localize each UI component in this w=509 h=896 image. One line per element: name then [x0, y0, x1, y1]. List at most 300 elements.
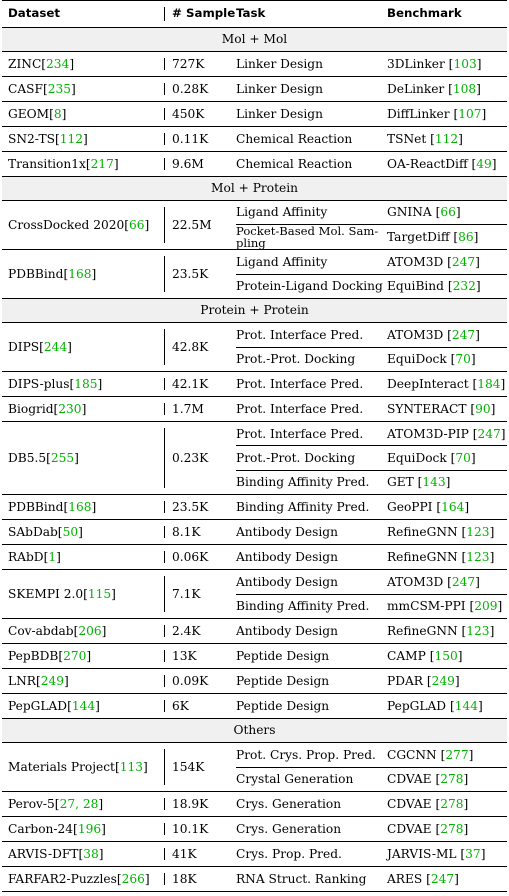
task-cell: Antibody Design	[236, 623, 338, 638]
task-cell: Crystal Generation	[236, 772, 354, 787]
benchmark-text: ATOM3D	[387, 327, 448, 342]
dataset-text: CrossDocked 2020	[8, 217, 125, 232]
dataset-text: PepGLAD	[8, 698, 68, 713]
dataset-citation: 144	[71, 698, 96, 713]
dataset-cell: Biogrid [ 230 ]	[8, 401, 87, 416]
sample-cell: 42.8K	[172, 339, 209, 354]
dataset-citation: 113	[119, 759, 143, 774]
task-cell: Crys. Generation	[236, 821, 342, 836]
benchmark-citation: 144	[454, 698, 478, 713]
task-cell: Ligand Affinity	[236, 205, 328, 220]
dataset-cell: Materials Project [ 113 ]	[8, 759, 148, 774]
benchmark-cell: 3DLinker [103]	[387, 56, 482, 71]
task-group	[236, 495, 507, 519]
task-entry	[236, 250, 507, 274]
column-separator	[162, 323, 172, 371]
benchmark-text: ATOM3D	[387, 574, 448, 589]
dataset-citation: 38	[83, 846, 99, 861]
task-group	[236, 201, 507, 249]
task-entry	[236, 767, 507, 792]
task-cell: Antibody Design	[236, 524, 338, 539]
column-separator	[162, 817, 172, 841]
section-heading: Protein + Protein	[2, 299, 507, 323]
task-entry	[236, 842, 507, 866]
benchmark-cell: EquiBind [232]	[387, 279, 481, 294]
benchmark-citation: 108	[452, 81, 477, 96]
sample-cell: 6K	[172, 698, 189, 713]
task-cell: Prot.-Prot. Docking	[236, 450, 356, 465]
dataset-citation: 112	[59, 131, 83, 146]
benchmark-text: GET	[387, 475, 418, 490]
dataset-text: Carbon-24	[8, 821, 74, 836]
task-entry	[236, 323, 507, 347]
task-entry	[236, 422, 507, 445]
header-task: Task	[236, 6, 266, 21]
dataset-text: PDBBind	[8, 499, 64, 514]
benchmark-text: SYNTERACT	[387, 401, 471, 416]
task-group	[236, 545, 507, 569]
dataset-citation: 168	[68, 266, 92, 281]
dataset-citation: 270	[63, 648, 87, 663]
dataset-citation: 255	[50, 450, 75, 465]
benchmark-citation: 247	[451, 254, 476, 269]
column-separator	[162, 397, 172, 421]
task-cell: Antibody Design	[236, 549, 338, 564]
benchmark-citation: 278	[440, 821, 464, 836]
task-cell: Binding Affinity Pred.	[236, 499, 370, 514]
table-row	[2, 201, 507, 250]
benchmark-text: RefineGNN	[387, 623, 462, 638]
sample-cell: 9.6M	[172, 156, 204, 171]
header-sample: # Sample	[172, 6, 236, 21]
benchmark-citation: 232	[452, 279, 476, 294]
task-entry	[236, 152, 507, 176]
column-separator	[162, 102, 172, 126]
header-dataset: Dataset	[8, 6, 61, 21]
dataset-cell: Transition1x [ 217 ]	[8, 156, 119, 171]
benchmark-text: PDAR	[387, 673, 427, 688]
benchmark-citation: 70	[455, 450, 471, 465]
task-group	[236, 644, 507, 668]
benchmark-text: ATOM3D-PIP	[387, 426, 473, 441]
section-heading: Mol + Mol	[2, 28, 507, 52]
dataset-cell: SN2-TS [ 112 ]	[8, 131, 88, 146]
benchmark-citation: 184	[477, 376, 501, 391]
table-row	[2, 397, 507, 422]
column-separator	[162, 201, 172, 249]
task-entry	[236, 77, 507, 101]
column-separator	[162, 1, 172, 27]
table-row	[2, 644, 507, 669]
column-separator	[162, 545, 172, 569]
column-separator	[162, 792, 172, 816]
benchmark-cell: EquiDock [70]	[387, 450, 476, 465]
benchmark-cell: TargetDiff [86]	[387, 229, 479, 244]
dataset-text: Materials Project	[8, 759, 115, 774]
benchmark-cell: CDVAE [278]	[387, 821, 469, 836]
dataset-table	[2, 0, 507, 892]
benchmark-cell: TSNet [112]	[387, 131, 463, 146]
dataset-cell: PepBDB [ 270 ]	[8, 648, 92, 663]
dataset-text: DIPS-plus	[8, 376, 70, 391]
dataset-cell: PepGLAD [ 144 ]	[8, 698, 100, 713]
dataset-citation: 8	[53, 106, 62, 121]
table-row	[2, 77, 507, 102]
sample-cell: 41K	[172, 846, 197, 861]
sample-cell: 727K	[172, 56, 205, 71]
benchmark-citation: 150	[434, 648, 458, 663]
benchmark-citation: 247	[477, 426, 501, 441]
benchmark-cell: CDVAE [278]	[387, 796, 469, 811]
sample-cell: 42.1K	[172, 376, 209, 391]
dataset-text: DIPS	[8, 339, 40, 354]
dataset-cell: SAbDab [ 50 ]	[8, 524, 83, 539]
sample-cell: 7.1K	[172, 586, 201, 601]
benchmark-cell: ATOM3D [247]	[387, 327, 480, 342]
benchmark-text: TargetDiff	[387, 229, 454, 244]
dataset-citation: 196	[77, 821, 102, 836]
dataset-cell: Perov-5 [ 27, 28 ]	[8, 796, 104, 811]
benchmark-text: TSNet	[387, 131, 431, 146]
benchmark-text: DeLinker	[387, 81, 449, 96]
task-cell: Chemical Reaction	[236, 131, 353, 146]
task-group	[236, 867, 507, 891]
benchmark-text: EquiDock	[387, 352, 451, 367]
benchmark-cell: RefineGNN [123]	[387, 549, 495, 564]
benchmark-text: CGCNN	[387, 747, 441, 762]
task-entry	[236, 644, 507, 668]
benchmark-cell: GeoPPI [164]	[387, 499, 470, 514]
sample-cell: 13K	[172, 648, 197, 663]
sample-cell: 23.5K	[172, 266, 209, 281]
benchmark-cell: DeLinker [108]	[387, 81, 481, 96]
task-cell: Peptide Design	[236, 648, 330, 663]
table-row	[2, 545, 507, 570]
column-separator	[162, 250, 172, 298]
benchmark-cell: ATOM3D [247]	[387, 574, 480, 589]
benchmark-text: ARES	[387, 871, 427, 886]
column-separator	[162, 77, 172, 101]
task-group	[236, 152, 507, 176]
table-row	[2, 842, 507, 867]
benchmark-cell: ATOM3D [247]	[387, 254, 480, 269]
table-row	[2, 743, 507, 792]
task-cell: Prot. Interface Pred.	[236, 376, 364, 391]
task-entry	[236, 792, 507, 816]
benchmark-text: OA-ReactDiff	[387, 156, 472, 171]
benchmark-cell: ATOM3D-PIP [247]	[387, 426, 506, 441]
task-cell: Prot. Crys. Prop. Pred.	[236, 747, 376, 762]
task-entry	[236, 201, 507, 224]
benchmark-citation: 278	[440, 772, 464, 787]
benchmark-text: PepGLAD	[387, 698, 450, 713]
task-cell: Linker Design	[236, 81, 323, 96]
sample-cell: 0.09K	[172, 673, 209, 688]
task-group	[236, 743, 507, 791]
benchmark-citation: 164	[441, 499, 465, 514]
table-row	[2, 372, 507, 397]
column-separator	[162, 422, 172, 494]
dataset-cell: DIPS [ 244 ]	[8, 339, 72, 354]
task-cell: RNA Struct. Ranking	[236, 871, 367, 886]
table-row	[2, 792, 507, 817]
task-group	[236, 817, 507, 841]
benchmark-cell: mmCSM-PPI [209]	[387, 599, 503, 614]
task-entry	[236, 224, 507, 249]
benchmark-text: CDVAE	[387, 772, 436, 787]
table-row	[2, 817, 507, 842]
dataset-cell: CASF [ 235 ]	[8, 81, 76, 96]
task-cell: Crys. Generation	[236, 796, 342, 811]
dataset-text: ZINC	[8, 56, 42, 71]
dataset-citation: 115	[87, 586, 112, 601]
task-cell: Ligand Affinity	[236, 254, 328, 269]
task-cell: Peptide Design	[236, 698, 330, 713]
benchmark-citation: 247	[451, 327, 476, 342]
dataset-text: DB5.5	[8, 450, 47, 465]
task-entry	[236, 817, 507, 841]
task-cell: Linker Design	[236, 106, 323, 121]
task-cell: Antibody Design	[236, 574, 338, 589]
task-group	[236, 619, 507, 643]
dataset-cell: CrossDocked 2020 [ 66 ]	[8, 217, 150, 232]
dataset-text: Biogrid	[8, 401, 54, 416]
dataset-cell: DB5.5 [ 255 ]	[8, 450, 79, 465]
benchmark-citation: 247	[430, 871, 455, 886]
benchmark-citation: 278	[440, 796, 464, 811]
task-cell: Linker Design	[236, 56, 323, 71]
table-row	[2, 52, 507, 77]
task-entry	[236, 495, 507, 519]
benchmark-citation: 90	[475, 401, 491, 416]
benchmark-cell: SYNTERACT [90]	[387, 401, 496, 416]
benchmark-citation: 70	[455, 352, 471, 367]
benchmark-cell: GET [143]	[387, 475, 451, 490]
dataset-text: Transition1x	[8, 156, 86, 171]
task-group	[236, 102, 507, 126]
task-cell: Binding Affinity Pred.	[236, 599, 370, 614]
task-group	[236, 694, 507, 718]
benchmark-cell: PDAR [249]	[387, 673, 460, 688]
dataset-citation: 50	[62, 524, 79, 539]
task-entry	[236, 347, 507, 372]
table-row	[2, 619, 507, 644]
dataset-citation: 27, 28	[59, 796, 99, 811]
benchmark-text: GNINA	[387, 205, 436, 220]
dataset-cell: Carbon-24 [ 196 ]	[8, 821, 106, 836]
task-cell: Protein-Ligand Docking	[236, 279, 383, 294]
dataset-text: LNR	[8, 673, 36, 688]
benchmark-text: EquiBind	[387, 279, 448, 294]
table-row	[2, 694, 507, 719]
benchmark-cell: RefineGNN [123]	[387, 623, 495, 638]
benchmark-text: CAMP	[387, 648, 430, 663]
section-heading: Others	[2, 719, 507, 743]
table-row	[2, 495, 507, 520]
dataset-cell: SKEMPI 2.0 [ 115 ]	[8, 586, 116, 601]
task-group	[236, 842, 507, 866]
sample-cell: 0.28K	[172, 81, 209, 96]
benchmark-text: ATOM3D	[387, 254, 448, 269]
task-entry	[236, 127, 507, 151]
benchmark-cell: CDVAE [278]	[387, 772, 469, 787]
task-group	[236, 127, 507, 151]
dataset-citation: 185	[74, 376, 98, 391]
dataset-text: RAbD	[8, 549, 44, 564]
column-separator	[162, 495, 172, 519]
benchmark-citation: 249	[431, 673, 455, 688]
benchmark-citation: 123	[466, 549, 490, 564]
dataset-citation: 234	[46, 56, 70, 71]
benchmark-text: EquiDock	[387, 450, 451, 465]
benchmark-text: RefineGNN	[387, 549, 462, 564]
benchmark-cell: CAMP [150]	[387, 648, 463, 663]
sample-cell: 450K	[172, 106, 205, 121]
sample-cell: 0.11K	[172, 131, 209, 146]
dataset-cell: ARVIS-DFT [ 38 ]	[8, 846, 104, 861]
benchmark-text: mmCSM-PPI	[387, 599, 470, 614]
benchmark-citation: 66	[440, 205, 456, 220]
column-separator	[162, 619, 172, 643]
column-separator	[162, 669, 172, 693]
benchmark-citation: 103	[453, 56, 477, 71]
benchmark-text: JARVIS-ML	[387, 846, 461, 861]
task-group	[236, 570, 507, 618]
dataset-cell: PDBBind [ 168 ]	[8, 266, 97, 281]
table-row	[2, 152, 507, 177]
task-cell: Peptide Design	[236, 673, 330, 688]
dataset-text: CASF	[8, 81, 43, 96]
task-entry	[236, 545, 507, 569]
task-group	[236, 792, 507, 816]
task-cell: Prot. Interface Pred.	[236, 401, 364, 416]
task-cell: Binding Affinity Pred.	[236, 475, 370, 490]
task-entry	[236, 694, 507, 718]
benchmark-text: CDVAE	[387, 796, 436, 811]
dataset-cell: Cov-abdab [ 206 ]	[8, 623, 107, 638]
table-row	[2, 669, 507, 694]
task-entry	[236, 445, 507, 469]
column-separator	[162, 842, 172, 866]
sample-cell: 18K	[172, 871, 197, 886]
task-entry	[236, 52, 507, 76]
dataset-cell: PDBBind [ 168 ]	[8, 499, 97, 514]
task-entry	[236, 867, 507, 891]
task-entry	[236, 619, 507, 643]
sample-cell: 1.7M	[172, 401, 204, 416]
benchmark-cell: ARES [247]	[387, 871, 459, 886]
benchmark-cell: PepGLAD [144]	[387, 698, 483, 713]
task-entry	[236, 470, 507, 494]
task-entry	[236, 669, 507, 693]
task-entry	[236, 397, 507, 421]
benchmark-cell: RefineGNN [123]	[387, 524, 495, 539]
table-row	[2, 520, 507, 545]
dataset-citation: 217	[90, 156, 114, 171]
column-separator	[162, 52, 172, 76]
task-entry	[236, 594, 507, 619]
column-separator	[162, 152, 172, 176]
sample-cell: 22.5M	[172, 217, 212, 232]
column-separator	[162, 570, 172, 618]
task-cell: Prot. Interface Pred.	[236, 426, 364, 441]
table-row	[2, 323, 507, 372]
sample-cell: 8.1K	[172, 524, 201, 539]
benchmark-citation: 277	[445, 747, 469, 762]
dataset-text: Perov-5	[8, 796, 55, 811]
table-row	[2, 570, 507, 619]
task-group	[236, 422, 507, 494]
section-heading: Mol + Protein	[2, 177, 507, 201]
sample-cell: 0.23K	[172, 450, 209, 465]
task-group	[236, 372, 507, 396]
dataset-cell: FARFAR2-Puzzles [ 266 ]	[8, 871, 150, 886]
benchmark-citation: 49	[476, 156, 492, 171]
task-group	[236, 520, 507, 544]
dataset-text: FARFAR2-Puzzles	[8, 871, 117, 886]
task-entry	[236, 520, 507, 544]
task-group	[236, 52, 507, 76]
column-separator	[162, 644, 172, 668]
table-row	[2, 102, 507, 127]
benchmark-cell: DiffLinker [107]	[387, 106, 487, 121]
task-cell: Pocket-Based Mol. Sam- pling	[236, 223, 379, 250]
dataset-text: PepBDB	[8, 648, 59, 663]
dataset-text: GEOM	[8, 106, 50, 121]
task-cell: Crys. Prop. Pred.	[236, 846, 342, 861]
benchmark-text: GeoPPI	[387, 499, 437, 514]
sample-cell: 154K	[172, 759, 205, 774]
column-separator	[162, 520, 172, 544]
table-row	[2, 127, 507, 152]
sample-cell: 2.4K	[172, 623, 201, 638]
task-entry	[236, 274, 507, 299]
benchmark-text: 3DLinker	[387, 56, 449, 71]
task-entry	[236, 570, 507, 594]
task-entry	[236, 743, 507, 767]
benchmark-cell: JARVIS-ML [37]	[387, 846, 486, 861]
benchmark-text: CDVAE	[387, 821, 436, 836]
column-separator	[162, 372, 172, 396]
dataset-cell: DIPS-plus [ 185 ]	[8, 376, 103, 391]
benchmark-cell: GNINA [66]	[387, 205, 461, 220]
benchmark-citation: 123	[466, 524, 490, 539]
benchmark-text: DiffLinker	[387, 106, 454, 121]
benchmark-citation: 123	[466, 623, 490, 638]
dataset-cell: ZINC [ 234 ]	[8, 56, 75, 71]
benchmark-citation: 112	[434, 131, 459, 146]
benchmark-citation: 107	[458, 106, 482, 121]
dataset-text: Cov-abdab	[8, 623, 74, 638]
task-entry	[236, 372, 507, 396]
dataset-citation: 168	[68, 499, 92, 514]
dataset-text: SKEMPI 2.0	[8, 586, 84, 601]
benchmark-citation: 209	[474, 599, 498, 614]
benchmark-citation: 247	[451, 574, 476, 589]
dataset-citation: 230	[58, 401, 82, 416]
table-row	[2, 250, 507, 299]
task-cell: Prot.-Prot. Docking	[236, 352, 356, 367]
dataset-cell: LNR [ 249 ]	[8, 673, 69, 688]
table-header	[2, 0, 507, 28]
dataset-text: SN2-TS	[8, 131, 55, 146]
column-separator	[162, 867, 172, 891]
benchmark-cell: DeepInteract [184]	[387, 376, 506, 391]
task-group	[236, 250, 507, 298]
column-separator	[162, 127, 172, 151]
task-group	[236, 77, 507, 101]
task-cell: Prot. Interface Pred.	[236, 327, 364, 342]
